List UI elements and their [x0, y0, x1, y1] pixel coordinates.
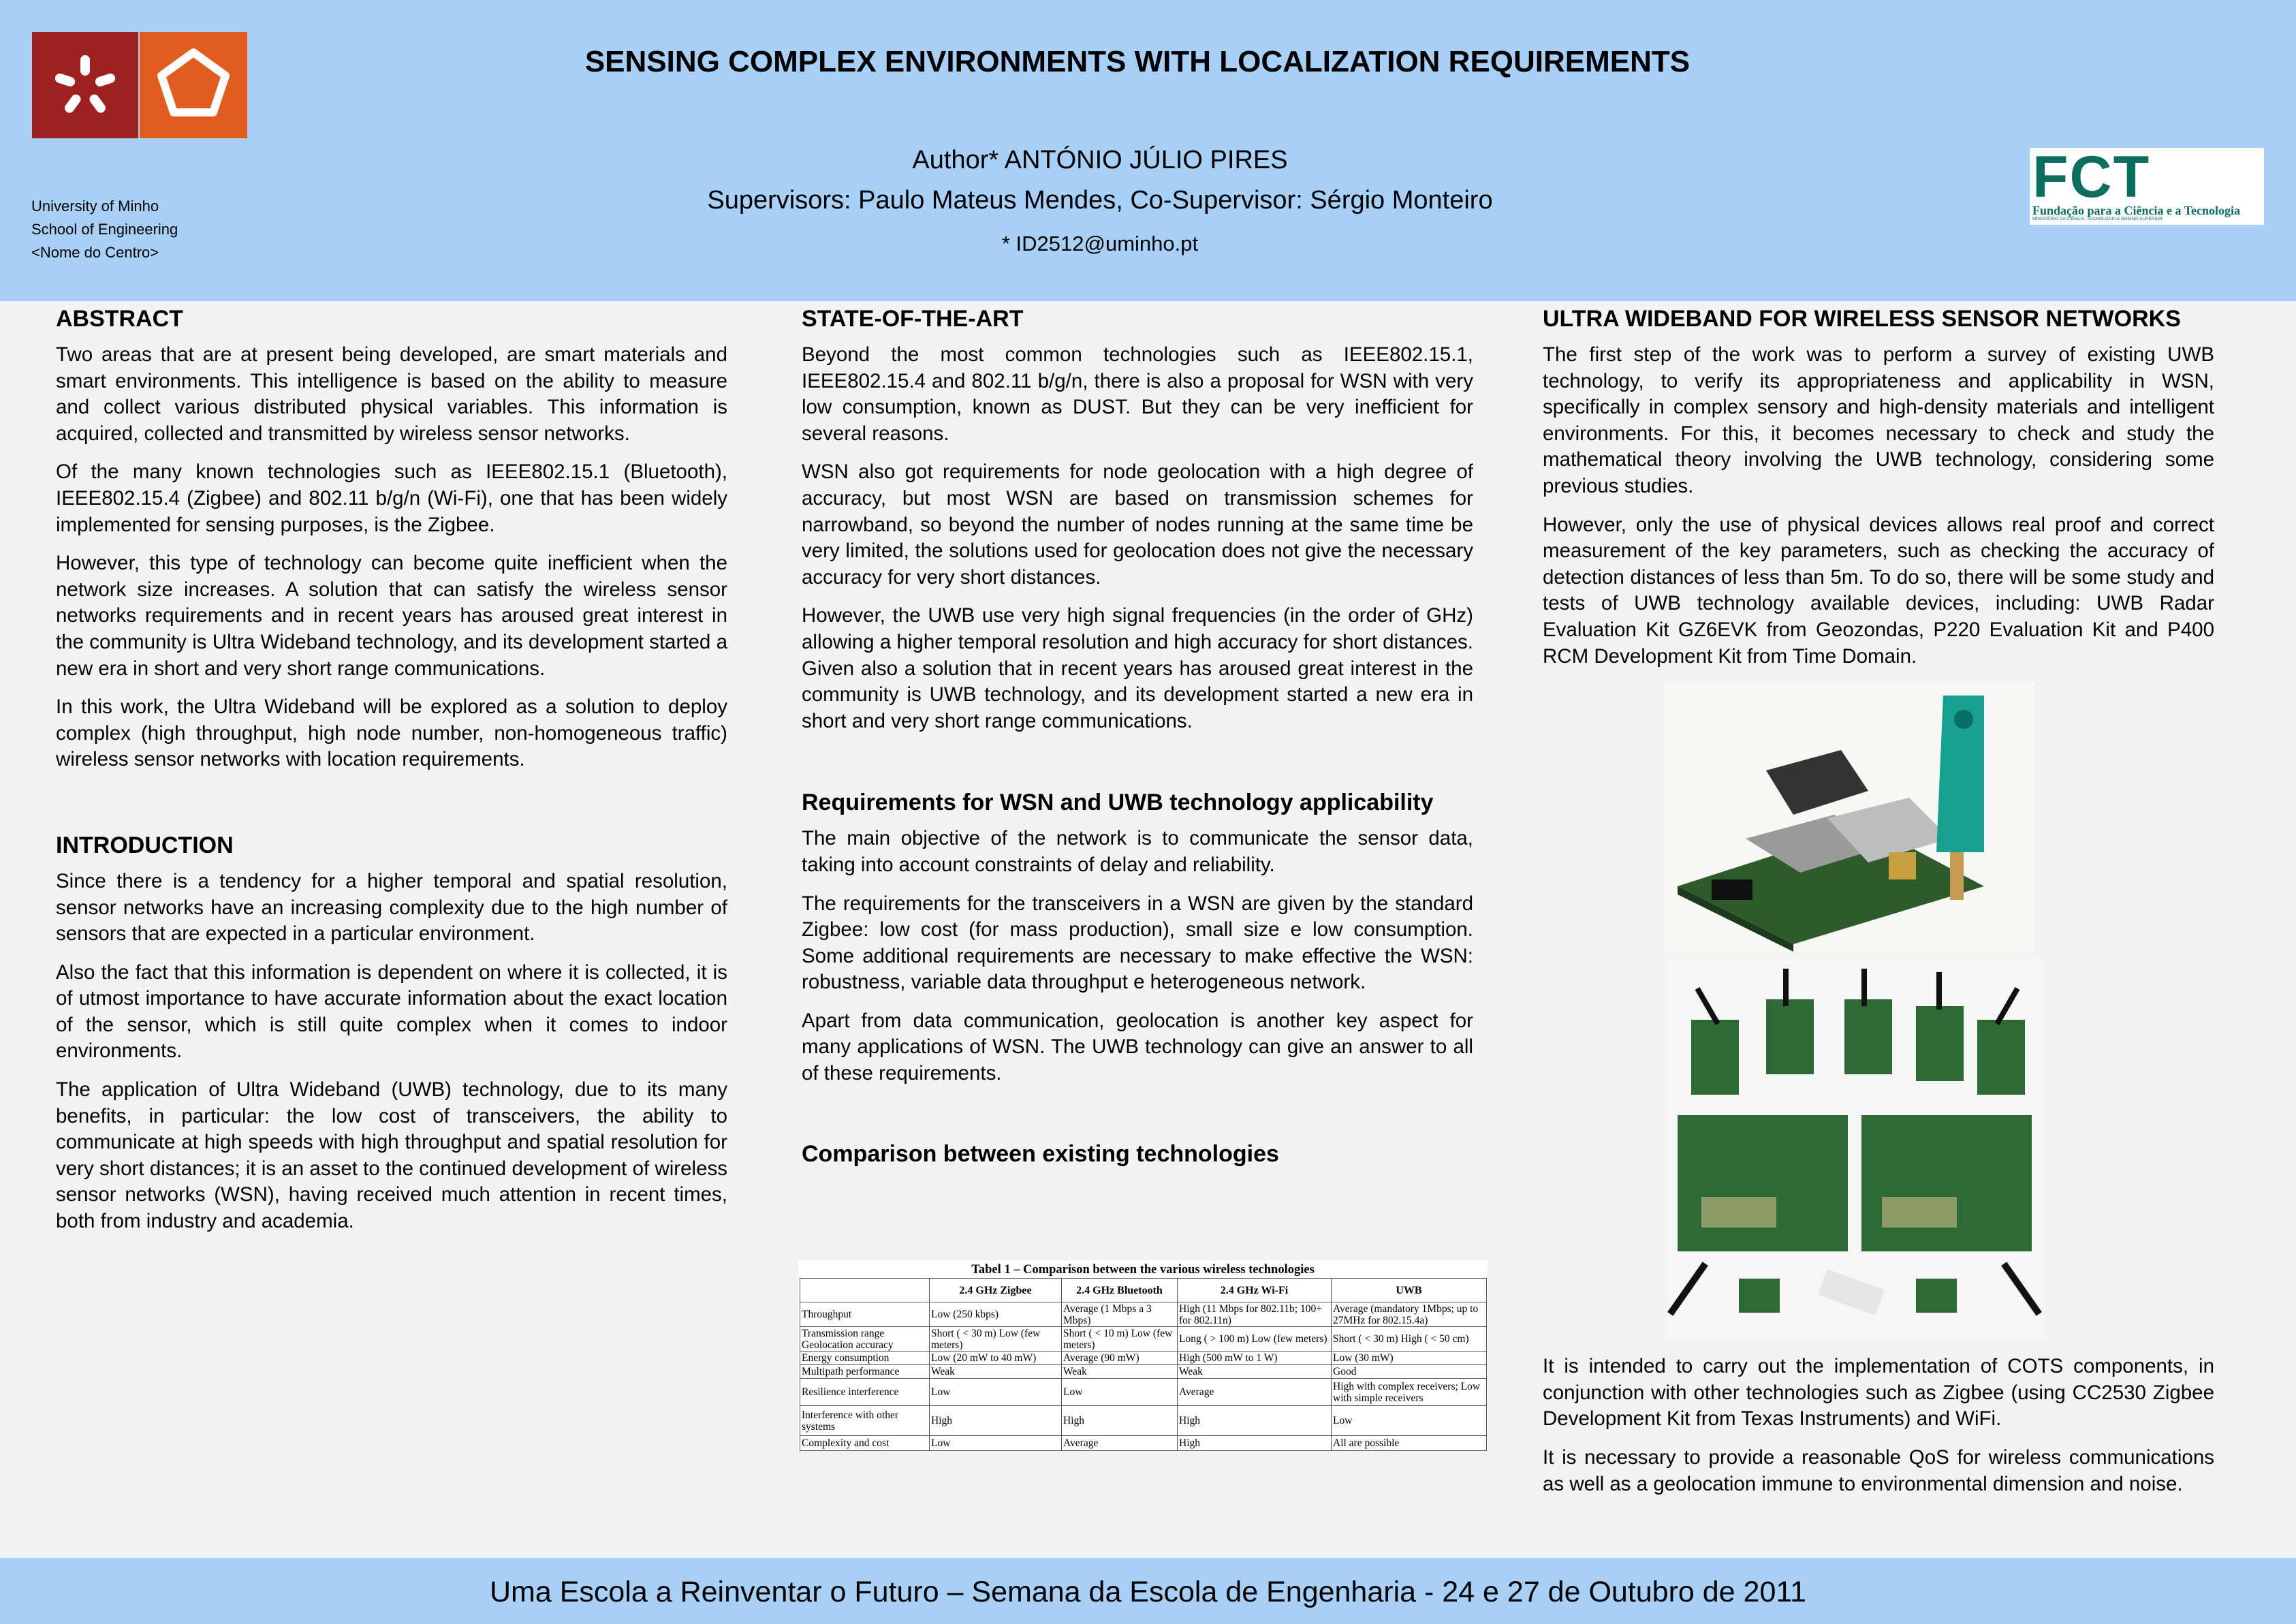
table-cell: Complexity and cost [800, 1436, 930, 1451]
abstract-paragraph: In this work, the Ultra Wideband will be explored as a solution to deploy complex (high throughput, high node number, non-homogeneous traffic) wireless sensor networks with location requirements. [56, 696, 727, 771]
institution-centre: <Nome do Centro> [31, 244, 159, 261]
introduction-heading: INTRODUCTION [56, 832, 234, 858]
footer-text: Uma Escola a Reinventar o Futuro – Semana da Escola de Engenharia - 24 e 27 de Outubro de 2011 [489, 1576, 1807, 1608]
table-cell: All are possible [1332, 1436, 1487, 1451]
table-cell: Average [1178, 1379, 1332, 1406]
table-cell: Transmission range Geolocation accuracy [800, 1327, 930, 1352]
table-cell: Low (250 kbps) [930, 1302, 1062, 1327]
abstract-heading: ABSTRACT [56, 306, 183, 332]
abstract-paragraph: Of the many known technologies such as IEEE802.15.1 (Bluetooth), IEEE802.15.4 (Zigbee) and 802.11 b/g/n (Wi-Fi), one that has been widely implemented for sensing purposes, is the Zigbee. [56, 460, 727, 536]
table-cell: High [930, 1406, 1062, 1436]
table-cell: Throughput [800, 1302, 930, 1327]
uwb-paragraph: However, only the use of physical devices allows real proof and correct measurement of the key parameters, such as checking the accuracy of detection distances of less than 5m. To do so, there will be some study and tests of UWB technology available devices, including: UWB Radar Evaluation Kit GZ6EVK from Geozondas, P220 Evaluation Kit and P400 RCM Development Kit from Time Domain. [1543, 513, 2214, 668]
requirements-heading: Requirements for WSN and UWB technology applicability [802, 790, 1434, 816]
column-left [56, 304, 727, 1247]
state-of-art-paragraph: WSN also got requirements for node geolocation with a high degree of accuracy, but most WSN are based on transmission schemes for narrowband, so beyond the number of nodes running at the same time be very limited, the solutions used for geolocation does not give the necessary accuracy for very short distances. [802, 460, 1473, 589]
comparison-table [800, 1278, 1487, 1451]
table-cell: High [1178, 1436, 1332, 1451]
table-cell: Good [1332, 1365, 1487, 1379]
table-header-cell [800, 1279, 930, 1302]
table-cell: Long ( > 100 m) Low (few meters) [1178, 1327, 1332, 1352]
institution-school: School of Engineering [31, 221, 178, 238]
uwb-paragraph: It is intended to carry out the implementation of COTS components, in conjunction with other technologies such as Zigbee (using CC2530 Zigbee Development Kit from Texas Instruments) and WiFi. [1543, 1355, 2214, 1431]
table-cell: High [1062, 1406, 1178, 1436]
table-cell: Interference with other systems [800, 1406, 930, 1436]
uwb-paragraph: The first step of the work was to perform a survey of existing UWB technology, to verify its appropriateness and applicability in WSN, specifically in complex sensory and high-density materials and intelligent environments. For this, it becomes necessary to check and study the mathematical theory involving the UWB technology, considering some previous studies. [1543, 343, 2214, 497]
table-row [800, 1302, 1487, 1327]
table-cell: Low [930, 1379, 1062, 1406]
table-cell: Low [1332, 1406, 1487, 1436]
fct-logo-subtitle: Fundação para a Ciência e a Tecnologia [2032, 204, 2241, 217]
table-cell: High (500 mW to 1 W) [1178, 1352, 1332, 1365]
introduction-paragraph: The application of Ultra Wideband (UWB) technology, due to its many benefits, in particular: the low cost of transceivers, the ability to communicate at high speeds with high throughput and spatial resolution for very short distances; it is an asset to the continued development of wireless sensor networks (WSN), having received much attention in recent times, both from industry and academia. [56, 1078, 727, 1233]
table-cell: Short ( < 30 m) High ( < 50 cm) [1332, 1327, 1487, 1352]
table-row [800, 1327, 1487, 1352]
sensor-nodes-icon [1664, 958, 2045, 1340]
requirements-paragraph: The main objective of the network is to communicate the sensor data, taking into account constraints of delay and reliability. [802, 827, 1473, 876]
table-row [800, 1379, 1487, 1406]
state-of-art-paragraph: Beyond the most common technologies such as IEEE802.15.1, IEEE802.15.4 and 802.11 b/g/n, there is also a proposal for WSN with very low consumption, known as DUST. But they can be very inefficient for several reasons. [802, 343, 1473, 445]
table-row [800, 1365, 1487, 1379]
abstract-paragraph: Two areas that are at present being developed, are smart materials and smart environments. This intelligence is based on the ability to measure and collect various distributed physical variables. This information is acquired, collected and transmitted by wireless sensor networks. [56, 343, 727, 445]
requirements-paragraph: Apart from data communication, geolocation is another key aspect for many applications of WSN. The UWB technology can give an answer to all of these requirements. [802, 1009, 1473, 1085]
introduction-paragraph: Since there is a tendency for a higher temporal and spatial resolution, sensor networks have an increasing complexity due to the high number of sensors that are expected in a particular environment. [56, 869, 727, 946]
state-of-art-paragraph: However, the UWB use very high signal frequencies (in the order of GHz) allowing a higher temporal resolution and high accuracy for short distances. Given also a solution that in recent years has aroused great interest in the community is UWB technology, and its development started a new era in short and very short range communications. [802, 604, 1473, 732]
table-cell: Energy consumption [800, 1352, 930, 1365]
table-caption: Tabel 1 – Comparison between the various wireless technologies [971, 1263, 1315, 1277]
supervisors-line: Supervisors: Paulo Mateus Mendes, Co-Supervisor: Sérgio Monteiro [707, 186, 1493, 215]
table-header-cell: 2.4 GHz Zigbee [930, 1279, 1062, 1302]
fct-logo-ministry: MINISTÉRIO DA CIÊNCIA, TECNOLOGIA E ENSINO SUPERIOR [2032, 217, 2163, 221]
table-cell: Average (mandatory 1Mbps; up to 27MHz for 802.15.4a) [1332, 1302, 1487, 1327]
table-cell: Low (20 mW to 40 mW) [930, 1352, 1062, 1365]
comparison-heading: Comparison between existing technologies [802, 1140, 1279, 1167]
table-cell: Resilience interference [800, 1379, 930, 1406]
column-right [1543, 304, 2214, 1510]
table-cell: Short ( < 30 m) Low (few meters) [930, 1327, 1062, 1352]
table-cell: Weak [930, 1365, 1062, 1379]
table-cell: Low [930, 1436, 1062, 1451]
table-row [800, 1352, 1487, 1365]
table-cell: High with complex receivers; Low with simple receivers [1332, 1379, 1487, 1406]
table-cell: Average (90 mW) [1062, 1352, 1178, 1365]
fct-logo-letters: FCT [2032, 144, 2151, 210]
table-row [800, 1406, 1487, 1436]
column-middle [802, 304, 1473, 1169]
table-cell: Weak [1178, 1365, 1332, 1379]
table-cell: Multipath performance [800, 1365, 930, 1379]
table-header-cell: UWB [1332, 1279, 1487, 1302]
table-cell: Average [1062, 1436, 1178, 1451]
author-line: Author* ANTÓNIO JÚLIO PIRES [912, 146, 1288, 174]
institution-university: University of Minho [31, 198, 159, 215]
table-cell: Weak [1062, 1365, 1178, 1379]
table-cell: Low (30 mW) [1332, 1352, 1487, 1365]
fct-logo [2030, 144, 2264, 225]
table-header-row [800, 1279, 1487, 1302]
abstract-paragraph: However, this type of technology can become quite inefficient when the network size increases. A solution that can satisfy the wireless sensor networks requirements and in recent years has aroused great interest in the community is Ultra Wideband technology, and its development started a new era in short and very short range communications. [56, 552, 727, 680]
comparison-table-figure [798, 1260, 1488, 1451]
uwb-heading: ULTRA WIDEBAND FOR WIRELESS SENSOR NETWORKS [1543, 306, 2181, 332]
uwb-paragraph: It is necessary to provide a reasonable QoS for wireless communications as well as a geolocation immune to environmental dimension and noise. [1543, 1446, 2214, 1495]
table-row [800, 1436, 1487, 1451]
table-cell: High (11 Mbps for 802.11b; 100+ for 802.11n) [1178, 1302, 1332, 1327]
email-line: * ID2512@uminho.pt [1001, 232, 1199, 255]
state-of-art-heading: STATE-OF-THE-ART [802, 306, 1024, 332]
table-cell: Average (1 Mbps a 3 Mbps) [1062, 1302, 1178, 1327]
circuit-board-icon [1664, 682, 2034, 952]
uwb-radar-kit-photo [1664, 682, 2034, 952]
requirements-paragraph: The requirements for the transceivers in a WSN are given by the standard Zigbee: low cost (for mass production), small size e low consumption. Some additional requirements are necessary to make effective the WSN: robustness, variable data throughput e heterogeneous network. [802, 892, 1473, 994]
introduction-paragraph: Also the fact that this information is dependent on where it is collected, it is of utmost importance to have accurate information about the exact location of the sensor, which is still quite complex when it comes to indoor environments. [56, 961, 727, 1063]
poster-title: SENSING COMPLEX ENVIRONMENTS WITH LOCALIZATION REQUIREMENTS [584, 45, 1690, 78]
table-cell: High [1178, 1406, 1332, 1436]
table-header-cell: 2.4 GHz Wi-Fi [1178, 1279, 1332, 1302]
dev-kit-collection-photo [1664, 958, 2045, 1340]
table-header-cell: 2.4 GHz Bluetooth [1062, 1279, 1178, 1302]
table-cell: Short ( < 10 m) Low (few meters) [1062, 1327, 1178, 1352]
table-cell: Low [1062, 1379, 1178, 1406]
